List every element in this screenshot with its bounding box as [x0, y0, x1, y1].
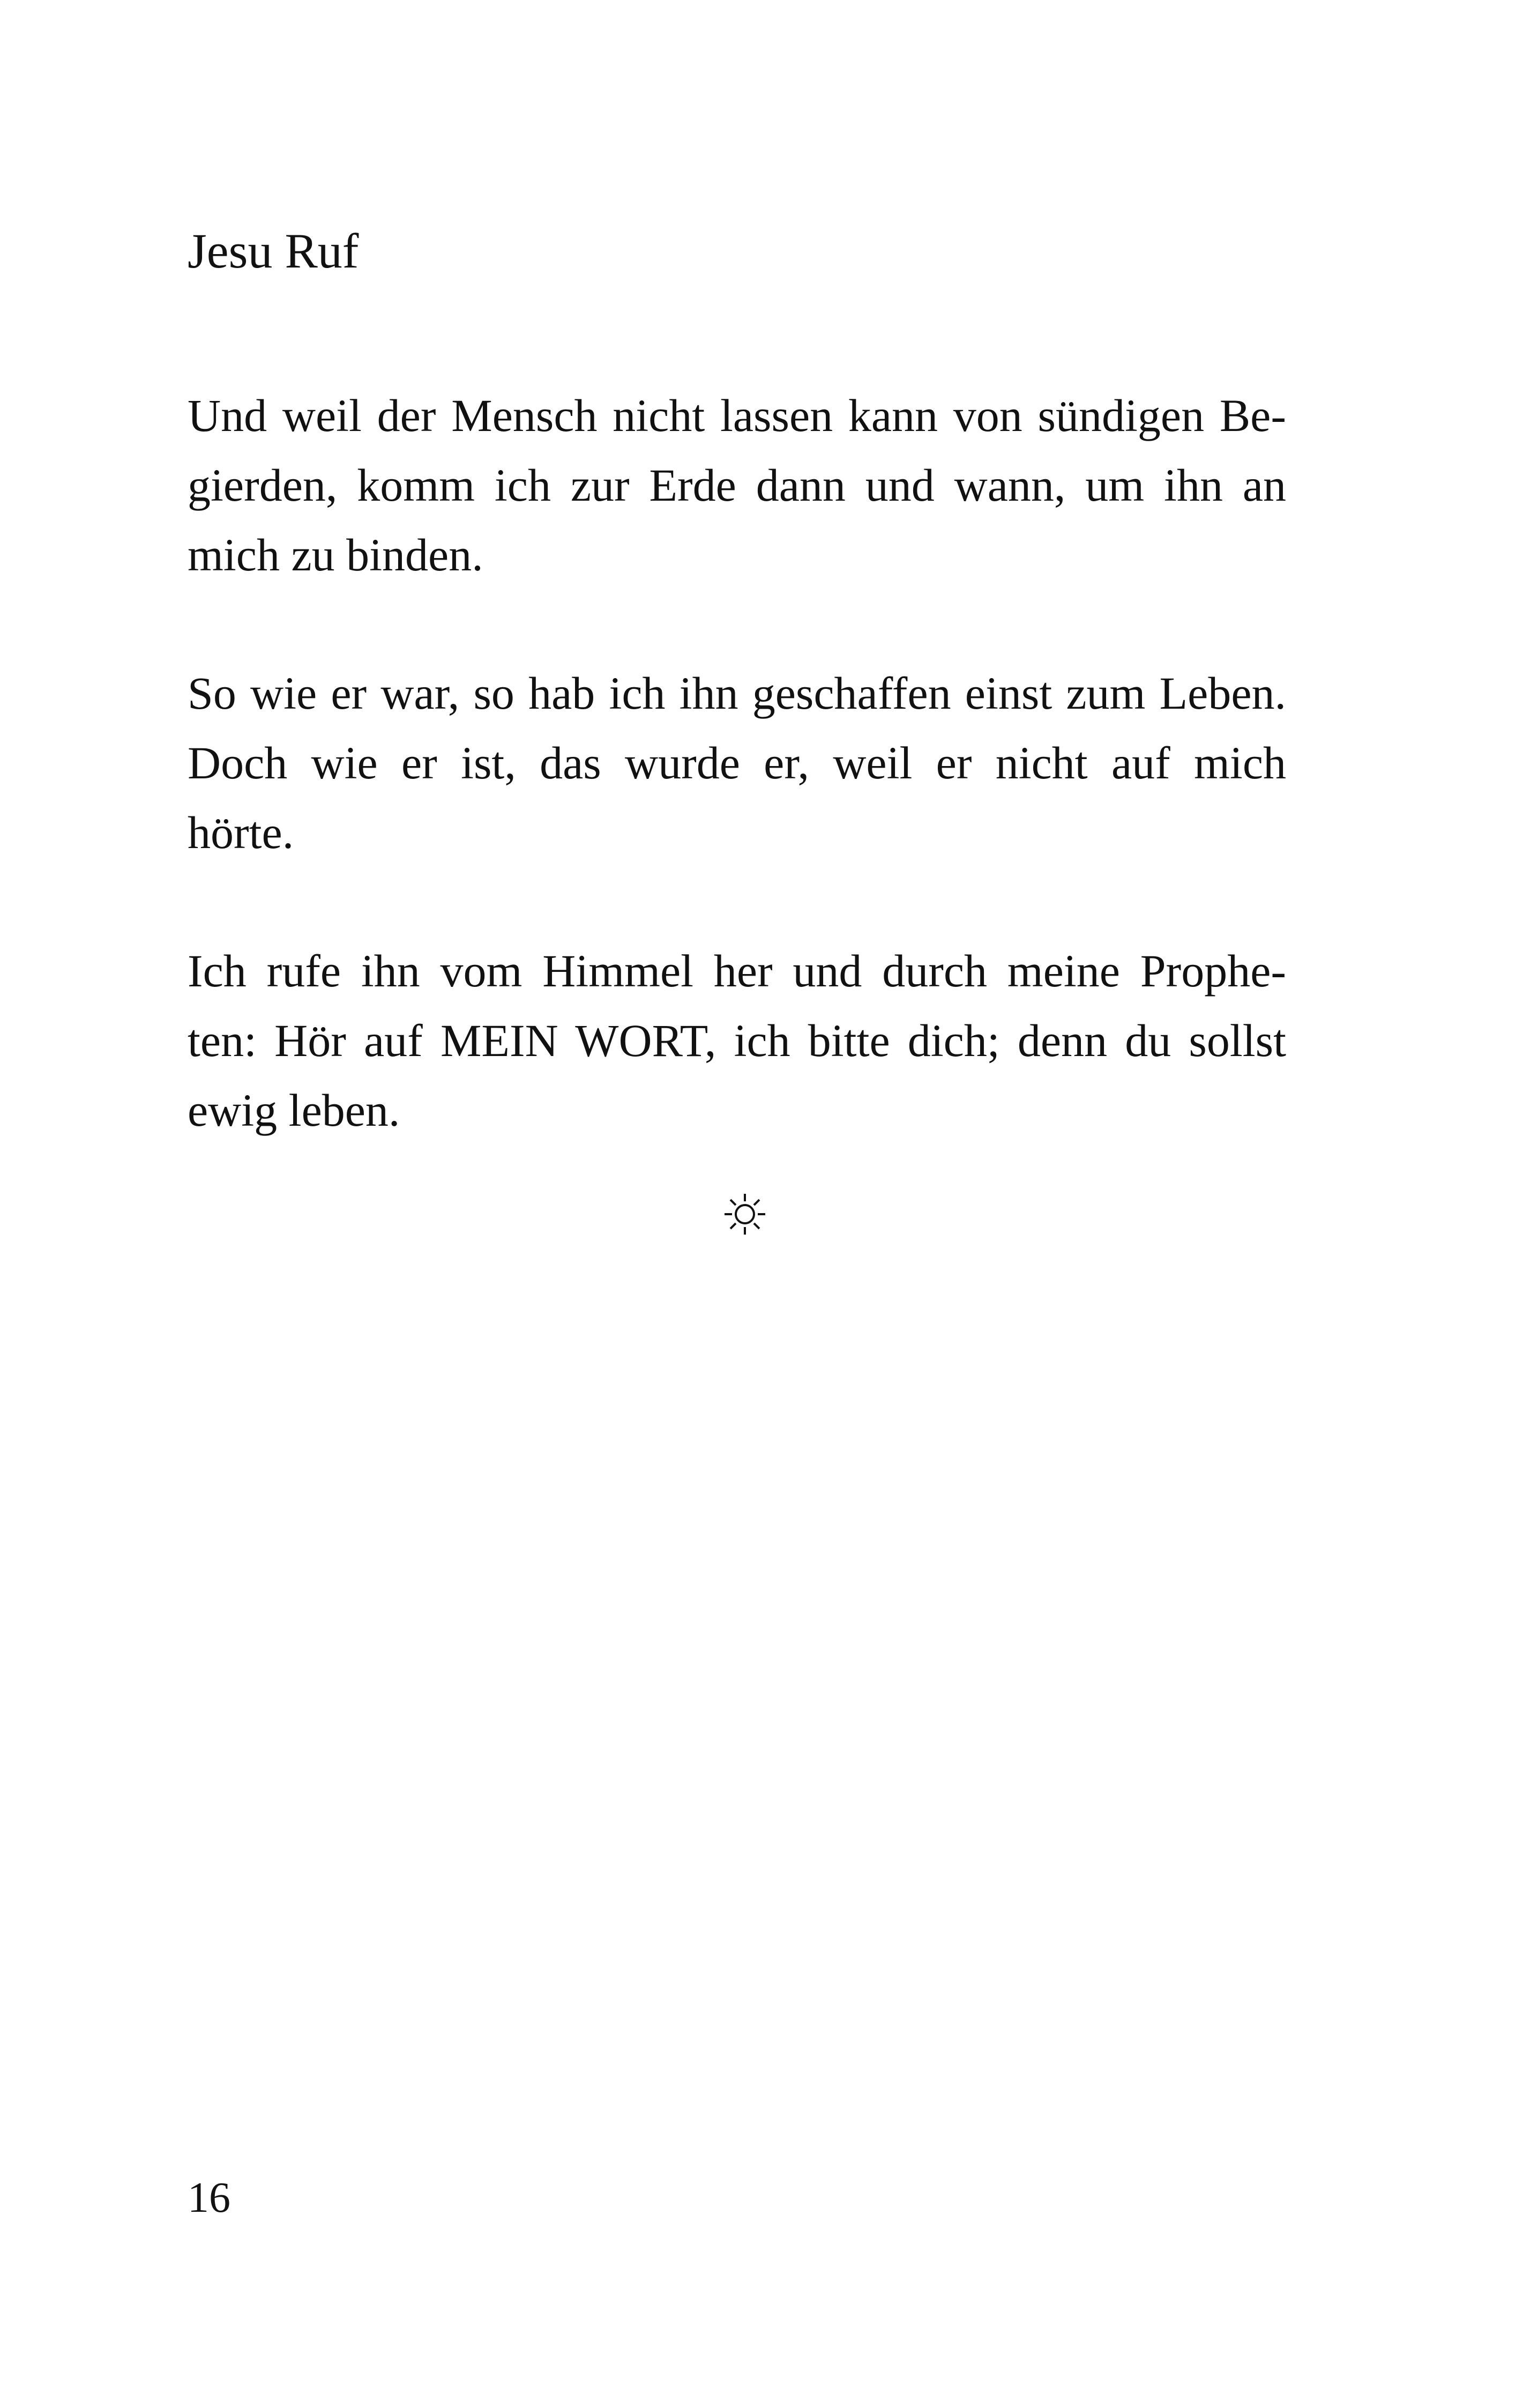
text-line: gierden, komm ich zur Erde dann und wann, um ihn an — [188, 459, 1286, 511]
text-line: hörte. — [188, 807, 294, 858]
text-line: Und weil der Mensch nicht lassen kann von sündigen Be- — [188, 390, 1286, 441]
text-line: Ich rufe ihn vom Himmel her und durch meine Prophe- — [188, 945, 1286, 997]
paragraph-1 — [188, 381, 1286, 590]
sun-icon — [723, 1193, 766, 1236]
poem-body — [188, 381, 1286, 1214]
text-line: ten: Hör auf MEIN WORT, ich bitte dich; denn du sollst — [188, 1015, 1286, 1066]
text-line: So wie er war, so hab ich ihn geschaffen einst zum Leben. — [188, 667, 1286, 719]
page-number: 16 — [188, 2174, 230, 2221]
text-line: mich zu binden. — [188, 529, 483, 581]
text-line: Doch wie er ist, das wurde er, weil er nicht auf mich — [188, 737, 1286, 789]
page-title: Jesu Ruf — [188, 224, 359, 278]
paragraph-3 — [188, 936, 1286, 1145]
paragraph-2 — [188, 658, 1286, 867]
text-line: ewig leben. — [188, 1084, 400, 1136]
